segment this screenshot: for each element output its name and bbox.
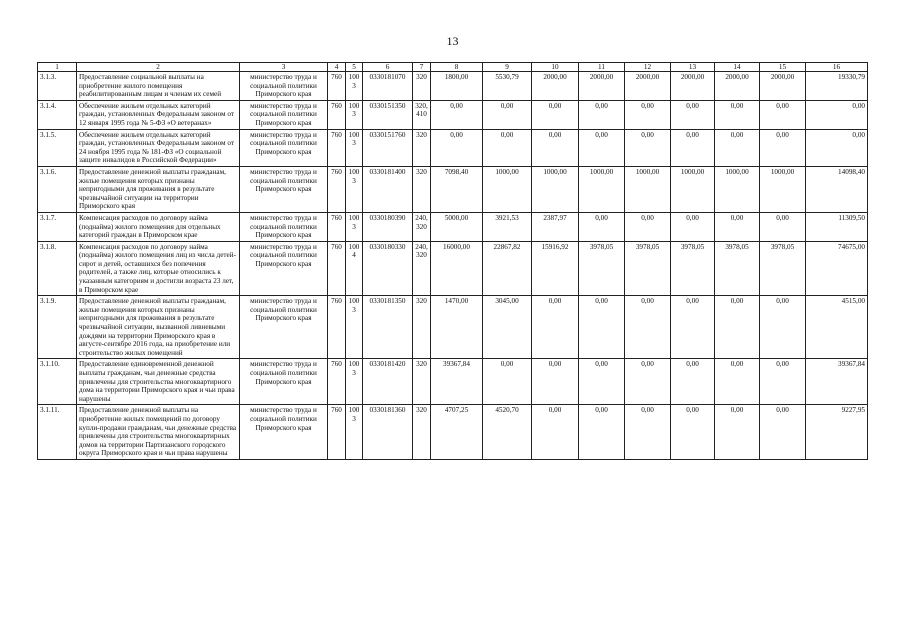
code-grbs: 760 xyxy=(328,405,346,460)
total-cell: 11309,50 xyxy=(806,212,868,241)
code-section: 1003 xyxy=(346,359,363,405)
value-cell: 0,00 xyxy=(625,129,671,166)
value-cell: 0,00 xyxy=(671,129,715,166)
value-cell: 0,00 xyxy=(671,359,715,405)
executor-name: министерство труда и социальной политики Приморского края xyxy=(240,405,328,460)
measure-name: Предоставление социальной выплаты на приобретение жилого помещения реабилитированным лицам и членам их семей xyxy=(77,72,240,101)
value-cell: 22867,82 xyxy=(483,241,532,296)
program-table xyxy=(37,62,868,460)
value-cell: 1000,00 xyxy=(625,166,671,212)
executor-name: министерство труда и социальной политики Приморского края xyxy=(240,359,328,405)
code-target-article: 0330151760 xyxy=(363,129,413,166)
value-cell: 0,00 xyxy=(715,100,760,129)
value-cell: 4520,70 xyxy=(483,405,532,460)
measure-name: Предоставление денежной выплаты на приобретение жилых помещений по договору купли-продажи гражданам, чьи денежные средства привлечены для строительства многоквартирных домов на территории Партизанского городского округа Приморского края и чьи права нарушены xyxy=(77,405,240,460)
value-cell: 0,00 xyxy=(532,129,579,166)
value-cell: 0,00 xyxy=(431,129,483,166)
value-cell: 3978,05 xyxy=(625,241,671,296)
value-cell: 0,00 xyxy=(671,296,715,359)
header-cell: 4 xyxy=(328,63,346,72)
row-number: 3.1.10. xyxy=(38,359,77,405)
measure-name: Предоставление денежной выплаты гражданам, жилые помещения которых признаны непригодными для проживания в результате чрезвычайной ситуации, вызванной ливневыми дождями на территории Приморского края в августе-сентябре 2016 года, на приобретение или строительство жилых помещений xyxy=(77,296,240,359)
code-grbs: 760 xyxy=(328,100,346,129)
executor-name: министерство труда и социальной политики Приморского края xyxy=(240,72,328,101)
row-number: 3.1.5. xyxy=(38,129,77,166)
value-cell: 1000,00 xyxy=(715,166,760,212)
value-cell: 2000,00 xyxy=(715,72,760,101)
table-row xyxy=(38,359,868,405)
value-cell: 7098,40 xyxy=(431,166,483,212)
value-cell: 2000,00 xyxy=(579,72,625,101)
total-cell: 19330,79 xyxy=(806,72,868,101)
value-cell: 0,00 xyxy=(625,100,671,129)
header-cell: 10 xyxy=(532,63,579,72)
value-cell: 5000,00 xyxy=(431,212,483,241)
code-grbs: 760 xyxy=(328,241,346,296)
value-cell: 3978,05 xyxy=(760,241,806,296)
code-target-article: 0330181070 xyxy=(363,72,413,101)
value-cell: 0,00 xyxy=(715,359,760,405)
code-section: 1003 xyxy=(346,72,363,101)
value-cell: 0,00 xyxy=(760,100,806,129)
value-cell: 0,00 xyxy=(483,100,532,129)
value-cell: 1000,00 xyxy=(483,166,532,212)
value-cell: 0,00 xyxy=(760,296,806,359)
measure-name: Компенсация расходов по договору найма (поднайма) жилого помещения лиц из числа детей-сирот и детей, оставшихся без попечения родителей, а также лиц, которые относились к указанным категориям и достигли возраста 23 лет, в Приморском крае xyxy=(77,241,240,296)
value-cell: 2000,00 xyxy=(760,72,806,101)
code-expense-type: 320 xyxy=(413,405,431,460)
value-cell: 0,00 xyxy=(715,212,760,241)
value-cell: 0,00 xyxy=(715,296,760,359)
header-cell: 7 xyxy=(413,63,431,72)
value-cell: 16000,00 xyxy=(431,241,483,296)
value-cell: 0,00 xyxy=(532,405,579,460)
value-cell: 0,00 xyxy=(625,296,671,359)
value-cell: 0,00 xyxy=(671,100,715,129)
executor-name: министерство труда и социальной политики Приморского края xyxy=(240,241,328,296)
total-cell: 0,00 xyxy=(806,129,868,166)
row-number: 3.1.3. xyxy=(38,72,77,101)
code-target-article: 0330181400 xyxy=(363,166,413,212)
header-cell: 1 xyxy=(38,63,77,72)
code-target-article: 0330180390 xyxy=(363,212,413,241)
code-section: 1003 xyxy=(346,212,363,241)
header-cell: 12 xyxy=(625,63,671,72)
code-target-article: 0330181360 xyxy=(363,405,413,460)
row-number: 3.1.7. xyxy=(38,212,77,241)
total-cell: 39367,84 xyxy=(806,359,868,405)
code-target-article: 0330151350 xyxy=(363,100,413,129)
code-section: 1003 xyxy=(346,296,363,359)
header-cell: 5 xyxy=(346,63,363,72)
total-cell: 74675,00 xyxy=(806,241,868,296)
code-expense-type: 320 xyxy=(413,129,431,166)
value-cell: 3045,00 xyxy=(483,296,532,359)
measure-name: Предоставление денежной выплаты гражданам, жилые помещения которых признаны непригодными для проживания в результате чрезвычайной ситуации на территории Приморского края xyxy=(77,166,240,212)
value-cell: 0,00 xyxy=(760,129,806,166)
value-cell: 0,00 xyxy=(483,359,532,405)
measure-name: Предоставление единовременной денежной выплаты гражданам, чьи денежные средства привлечены для строительства многоквартирного дома на территории Приморского края и чьи права нарушены xyxy=(77,359,240,405)
executor-name: министерство труда и социальной политики Приморского края xyxy=(240,212,328,241)
value-cell: 2000,00 xyxy=(532,72,579,101)
row-number: 3.1.6. xyxy=(38,166,77,212)
code-expense-type: 320 xyxy=(413,296,431,359)
value-cell: 0,00 xyxy=(532,100,579,129)
value-cell: 3978,05 xyxy=(715,241,760,296)
value-cell: 2387,97 xyxy=(532,212,579,241)
code-grbs: 760 xyxy=(328,166,346,212)
header-cell: 15 xyxy=(760,63,806,72)
measure-name: Компенсация расходов по договору найма (поднайма) жилого помещения для отдельных категорий граждан в Приморском крае xyxy=(77,212,240,241)
value-cell: 0,00 xyxy=(579,129,625,166)
code-expense-type: 320, 410 xyxy=(413,100,431,129)
value-cell: 3978,05 xyxy=(671,241,715,296)
table-row xyxy=(38,100,868,129)
code-grbs: 760 xyxy=(328,212,346,241)
code-grbs: 760 xyxy=(328,129,346,166)
value-cell: 0,00 xyxy=(579,359,625,405)
code-expense-type: 240, 320 xyxy=(413,241,431,296)
value-cell: 3921,53 xyxy=(483,212,532,241)
code-section: 1004 xyxy=(346,241,363,296)
value-cell: 0,00 xyxy=(532,359,579,405)
code-expense-type: 240, 320 xyxy=(413,212,431,241)
value-cell: 0,00 xyxy=(671,405,715,460)
measure-name: Обеспечение жильем отдельных категорий граждан, установленных Федеральным законом от 12 января 1995 года № 5-ФЗ «О ветеранах» xyxy=(77,100,240,129)
table-row xyxy=(38,241,868,296)
value-cell: 2000,00 xyxy=(625,72,671,101)
page-number: 13 xyxy=(446,34,459,48)
value-cell: 0,00 xyxy=(579,296,625,359)
header-cell: 13 xyxy=(671,63,715,72)
value-cell: 0,00 xyxy=(715,405,760,460)
code-grbs: 760 xyxy=(328,296,346,359)
table-row xyxy=(38,405,868,460)
header-cell: 6 xyxy=(363,63,413,72)
executor-name: министерство труда и социальной политики Приморского края xyxy=(240,129,328,166)
value-cell: 15916,92 xyxy=(532,241,579,296)
code-expense-type: 320 xyxy=(413,359,431,405)
executor-name: министерство труда и социальной политики Приморского края xyxy=(240,166,328,212)
code-section: 1003 xyxy=(346,129,363,166)
table-header-row xyxy=(38,63,868,72)
header-cell: 8 xyxy=(431,63,483,72)
table-row xyxy=(38,296,868,359)
measure-name: Обеспечение жильем отдельных категорий граждан, установленных Федеральным законом от 24 ноября 1995 года № 181-ФЗ «О социальной защите инвалидов в Российской Федерации» xyxy=(77,129,240,166)
row-number: 3.1.8. xyxy=(38,241,77,296)
value-cell: 1000,00 xyxy=(760,166,806,212)
code-section: 1003 xyxy=(346,405,363,460)
executor-name: министерство труда и социальной политики Приморского края xyxy=(240,100,328,129)
value-cell: 4707,25 xyxy=(431,405,483,460)
value-cell: 5530,79 xyxy=(483,72,532,101)
value-cell: 0,00 xyxy=(760,212,806,241)
header-cell: 14 xyxy=(715,63,760,72)
value-cell: 0,00 xyxy=(715,129,760,166)
header-cell: 16 xyxy=(806,63,868,72)
table-row xyxy=(38,129,868,166)
executor-name: министерство труда и социальной политики Приморского края xyxy=(240,296,328,359)
code-target-article: 0330181420 xyxy=(363,359,413,405)
value-cell: 0,00 xyxy=(532,296,579,359)
table-row xyxy=(38,166,868,212)
value-cell: 0,00 xyxy=(625,359,671,405)
code-section: 1003 xyxy=(346,100,363,129)
value-cell: 0,00 xyxy=(579,100,625,129)
value-cell: 0,00 xyxy=(431,100,483,129)
total-cell: 14098,40 xyxy=(806,166,868,212)
value-cell: 3978,05 xyxy=(579,241,625,296)
total-cell: 4515,00 xyxy=(806,296,868,359)
value-cell: 1000,00 xyxy=(671,166,715,212)
header-cell: 9 xyxy=(483,63,532,72)
value-cell: 1470,00 xyxy=(431,296,483,359)
value-cell: 1000,00 xyxy=(579,166,625,212)
code-target-article: 0330181350 xyxy=(363,296,413,359)
header-cell: 2 xyxy=(77,63,240,72)
code-target-article: 0330180330 xyxy=(363,241,413,296)
value-cell: 2000,00 xyxy=(671,72,715,101)
code-expense-type: 320 xyxy=(413,72,431,101)
total-cell: 0,00 xyxy=(806,100,868,129)
total-cell: 9227,95 xyxy=(806,405,868,460)
code-section: 1003 xyxy=(346,166,363,212)
value-cell: 0,00 xyxy=(483,129,532,166)
value-cell: 0,00 xyxy=(625,212,671,241)
row-number: 3.1.9. xyxy=(38,296,77,359)
code-expense-type: 320 xyxy=(413,166,431,212)
code-grbs: 760 xyxy=(328,72,346,101)
row-number: 3.1.11. xyxy=(38,405,77,460)
value-cell: 0,00 xyxy=(671,212,715,241)
value-cell: 39367,84 xyxy=(431,359,483,405)
table-row xyxy=(38,72,868,101)
value-cell: 0,00 xyxy=(579,212,625,241)
row-number: 3.1.4. xyxy=(38,100,77,129)
value-cell: 0,00 xyxy=(579,405,625,460)
value-cell: 0,00 xyxy=(760,359,806,405)
value-cell: 0,00 xyxy=(625,405,671,460)
code-grbs: 760 xyxy=(328,359,346,405)
header-cell: 11 xyxy=(579,63,625,72)
table-body xyxy=(38,63,868,460)
header-cell: 3 xyxy=(240,63,328,72)
value-cell: 0,00 xyxy=(760,405,806,460)
value-cell: 1800,00 xyxy=(431,72,483,101)
table-row xyxy=(38,212,868,241)
value-cell: 1000,00 xyxy=(532,166,579,212)
